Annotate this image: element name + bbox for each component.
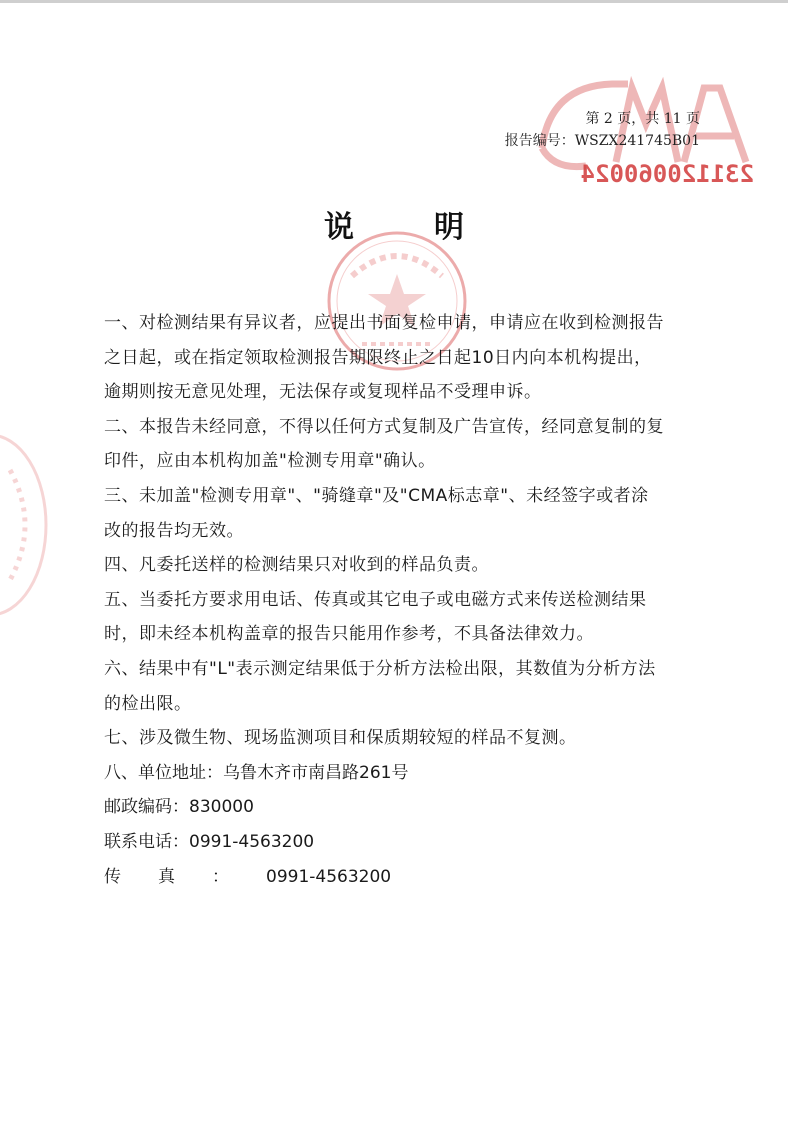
- page-info: 第 2 页，共 11 页: [585, 111, 700, 127]
- cma-seal-number: 231120060024: [580, 160, 754, 188]
- report-number: WSZX241745B01: [574, 133, 700, 149]
- fax-row: [104, 860, 664, 895]
- clause-6: 六、结果中有"L"表示测定结果低于分析方法检出限，其数值为分析方法的检出限。: [104, 658, 656, 714]
- top-border: [0, 0, 788, 3]
- clause-3: 三、未加盖"检测专用章"、"骑缝章"及"CMA标志章"、未经签字或者涂改的报告均无效。: [104, 485, 649, 541]
- clause-7: 七、涉及微生物、现场监测项目和保质期较短的样品不复测。: [104, 728, 577, 749]
- fax-label: 传真：: [104, 866, 266, 887]
- report-number-label: 报告编号：: [504, 133, 575, 149]
- page-title: 说明: [324, 210, 544, 245]
- report-number-line: [460, 130, 700, 152]
- report-header: [460, 108, 700, 152]
- clause-5: 五、当委托方要求用电话、传真或其它电子或电磁方式来传送检测结果时，即未经本机构盖章的报告只能用作参考，不具备法律效力。: [104, 589, 647, 645]
- address-value: 乌鲁木齐市南昌路261号: [223, 762, 409, 783]
- phone-value: 0991-4563200: [189, 831, 315, 852]
- clause-2: 二、本报告未经同意，不得以任何方式复制及广告宣传，经同意复制的复印件，应由本机构加盖"检测专用章"确认。: [104, 416, 664, 472]
- clause-4: 四、凡委托送样的检测结果只对收到的样品负责。: [104, 555, 489, 576]
- phone-row: [104, 825, 664, 860]
- fax-value: 0991-4563200: [266, 866, 392, 887]
- postcode-row: [104, 790, 664, 825]
- notes-body: [104, 306, 664, 894]
- address-label: 八、单位地址：: [104, 762, 223, 783]
- clause-1: 一、对检测结果有异议者，应提出书面复检申请，申请应在收到检测报告之日起，或在指定领取检测报告期限终止之日起10日内向本机构提出，逾期则按无意见处理，无法保存或复现样品不受理申诉。: [104, 313, 664, 403]
- address-row: [104, 756, 664, 791]
- phone-label: 联系电话：: [104, 831, 189, 852]
- postcode-value: 830000: [189, 797, 254, 818]
- edge-seal-stamp: [0, 430, 50, 620]
- postcode-label: 邮政编码：: [104, 797, 189, 818]
